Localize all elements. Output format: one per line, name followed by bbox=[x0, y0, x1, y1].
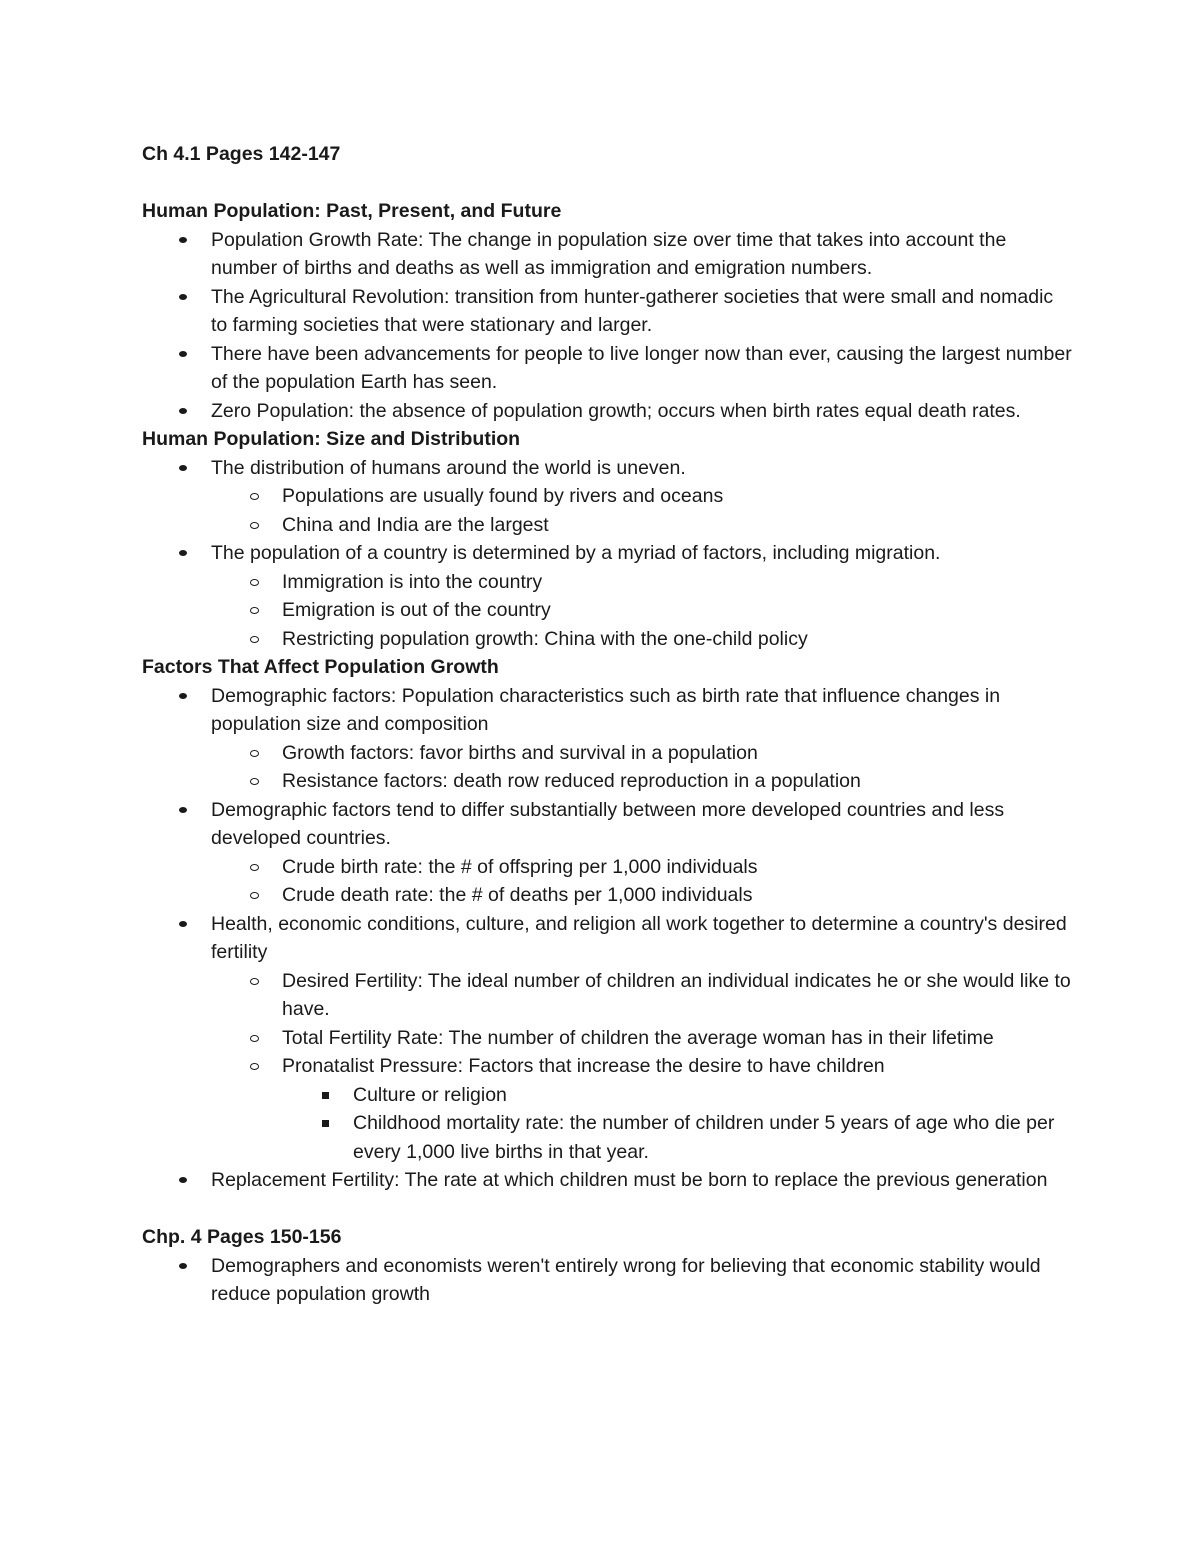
sub-list-item: Resistance factors: death row reduced reproduction in a population bbox=[142, 767, 1072, 796]
bullet-list-size-distribution bbox=[142, 454, 1072, 654]
sub-list-item: Desired Fertility: The ideal number of children an individual indicates he or she would like to have. bbox=[142, 967, 1072, 1024]
circle-bullet-icon bbox=[250, 493, 259, 500]
list-item: Demographic factors: Population characteristics such as birth rate that influence changes in population size and composition bbox=[142, 682, 1072, 739]
sub-list-item: China and India are the largest bbox=[142, 511, 1072, 540]
sub-list-item: Pronatalist Pressure: Factors that increase the desire to have children bbox=[142, 1052, 1072, 1081]
sub-list-item: Emigration is out of the country bbox=[142, 596, 1072, 625]
sub-list-item: Crude birth rate: the # of offspring per 1,000 individuals bbox=[142, 853, 1072, 882]
list-item: There have been advancements for people to live longer now than ever, causing the largest number of the population Earth has seen. bbox=[142, 340, 1072, 397]
bullet-icon bbox=[179, 550, 187, 556]
sub-sub-list-item: Culture or religion bbox=[142, 1081, 1072, 1110]
sub-list-item: Immigration is into the country bbox=[142, 568, 1072, 597]
blank-line bbox=[142, 169, 1072, 198]
circle-bullet-icon bbox=[250, 607, 259, 614]
section-heading-factors: Factors That Affect Population Growth bbox=[142, 656, 499, 678]
circle-bullet-icon bbox=[250, 864, 259, 871]
list-item: The population of a country is determined by a myriad of factors, including migration. bbox=[142, 539, 1072, 568]
bullet-icon bbox=[179, 1263, 187, 1269]
list-item: Demographic factors tend to differ substantially between more developed countries and less developed countries. bbox=[142, 796, 1072, 853]
list-item: The Agricultural Revolution: transition from hunter-gatherer societies that were small and nomadic to farming societies that were stationary and larger. bbox=[142, 283, 1072, 340]
bullet-list-factors bbox=[142, 682, 1072, 1195]
document-page bbox=[142, 140, 1072, 1309]
circle-bullet-icon bbox=[250, 1063, 259, 1070]
bullet-icon bbox=[179, 351, 187, 357]
square-bullet-icon bbox=[322, 1120, 329, 1127]
bullet-icon bbox=[179, 294, 187, 300]
circle-bullet-icon bbox=[250, 579, 259, 586]
list-item: Health, economic conditions, culture, and religion all work together to determine a country's desired fertility bbox=[142, 910, 1072, 967]
circle-bullet-icon bbox=[250, 892, 259, 899]
circle-bullet-icon bbox=[250, 522, 259, 529]
sub-list-item: Populations are usually found by rivers and oceans bbox=[142, 482, 1072, 511]
bullet-list-chapter-4 bbox=[142, 1252, 1072, 1309]
bullet-icon bbox=[179, 807, 187, 813]
blank-line bbox=[142, 1195, 1072, 1224]
square-bullet-icon bbox=[322, 1092, 329, 1099]
sub-sub-list-item: Childhood mortality rate: the number of children under 5 years of age who die per every 1,000 live births in that year. bbox=[142, 1109, 1072, 1166]
chapter-heading-4-pages-150-156: Chp. 4 Pages 150-156 bbox=[142, 1226, 342, 1248]
circle-bullet-icon bbox=[250, 978, 259, 985]
bullet-icon bbox=[179, 921, 187, 927]
sub-list-item: Crude death rate: the # of deaths per 1,000 individuals bbox=[142, 881, 1072, 910]
list-item: Population Growth Rate: The change in population size over time that takes into account the number of births and deaths as well as immigration and emigration numbers. bbox=[142, 226, 1072, 283]
sub-list-item: Total Fertility Rate: The number of children the average woman has in their lifetime bbox=[142, 1024, 1072, 1053]
bullet-icon bbox=[179, 237, 187, 243]
list-item: Zero Population: the absence of population growth; occurs when birth rates equal death rates. bbox=[142, 397, 1072, 426]
bullet-icon bbox=[179, 1177, 187, 1183]
bullet-icon bbox=[179, 693, 187, 699]
section-heading-past-present-future: Human Population: Past, Present, and Future bbox=[142, 200, 562, 222]
bullet-icon bbox=[179, 408, 187, 414]
bullet-list-past-present-future bbox=[142, 226, 1072, 426]
chapter-heading-4-1: Ch 4.1 Pages 142-147 bbox=[142, 143, 341, 165]
circle-bullet-icon bbox=[250, 1035, 259, 1042]
circle-bullet-icon bbox=[250, 750, 259, 757]
list-item: Replacement Fertility: The rate at which children must be born to replace the previous generation bbox=[142, 1166, 1072, 1195]
circle-bullet-icon bbox=[250, 636, 259, 643]
list-item: Demographers and economists weren't entirely wrong for believing that economic stability would reduce population growth bbox=[142, 1252, 1072, 1309]
sub-list-item: Growth factors: favor births and survival in a population bbox=[142, 739, 1072, 768]
circle-bullet-icon bbox=[250, 778, 259, 785]
section-heading-size-distribution: Human Population: Size and Distribution bbox=[142, 428, 521, 450]
list-item: The distribution of humans around the world is uneven. bbox=[142, 454, 1072, 483]
bullet-icon bbox=[179, 465, 187, 471]
sub-list-item: Restricting population growth: China with the one-child policy bbox=[142, 625, 1072, 654]
